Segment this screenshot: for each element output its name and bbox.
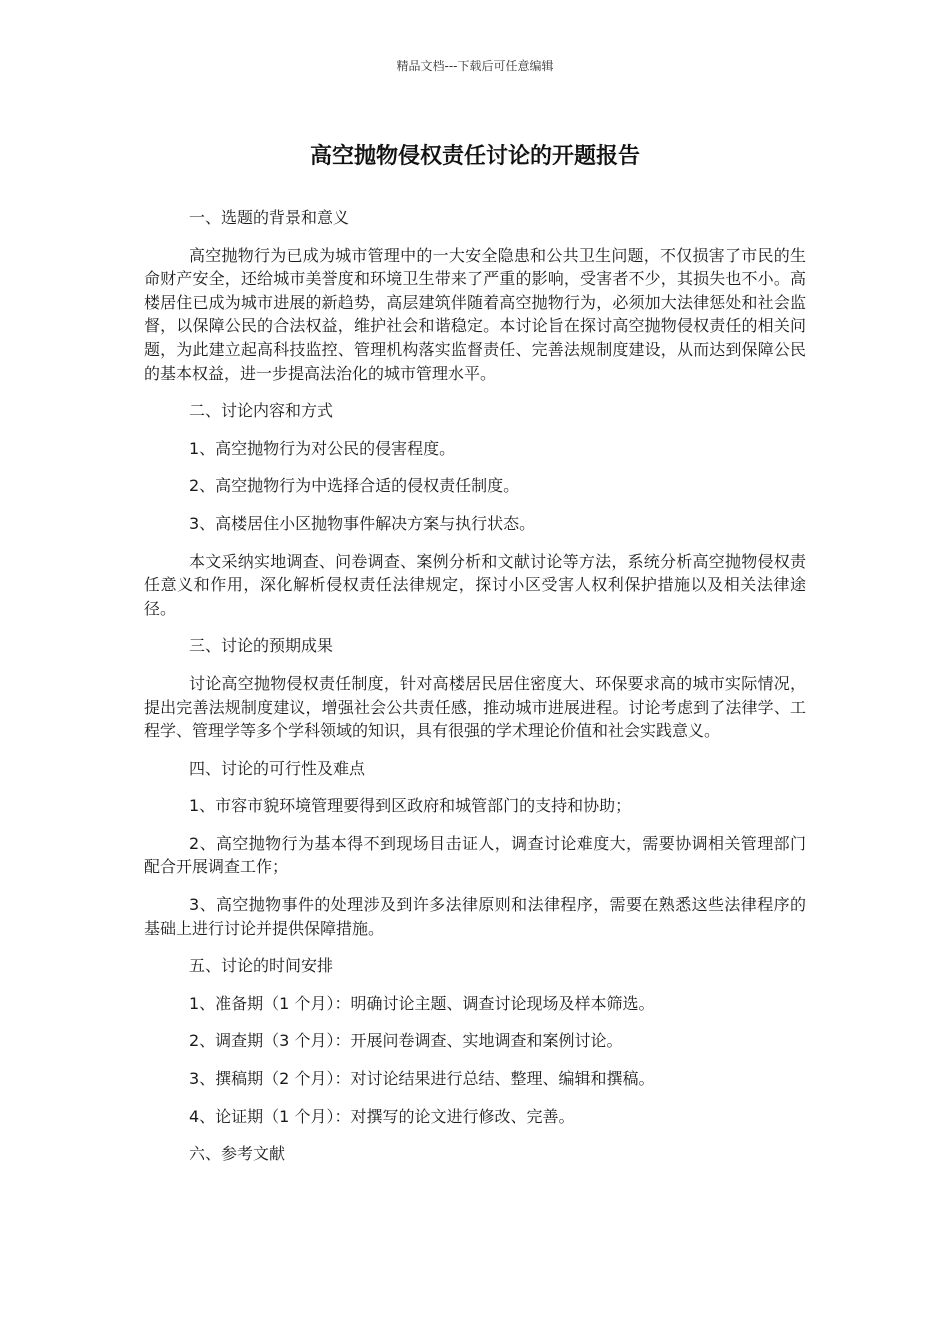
document-body [144, 206, 806, 1166]
paragraph-background: 高空抛物行为已成为城市管理中的一大安全隐患和公共卫生问题，不仅损害了市民的生命财产安全，还给城市美誉度和环境卫生带来了严重的影响，受害者不少，其损失也不小。高楼居住已成为城市进展的新趋势，高层建筑伴随着高空抛物行为，必须加大法律惩处和社会监督，以保障公民的合法权益，维护社会和谐稳定。本讨论旨在探讨高空抛物侵权责任的相关问题，为此建立起高科技监控、管理机构落实监督责任、完善法规制度建设，从而达到保障公民的基本权益，进一步提高法治化的城市管理水平。 [144, 245, 806, 383]
document-title: 高空抛物侵权责任讨论的开题报告 [309, 144, 640, 169]
section-heading-content: 二、讨论内容和方式 [189, 401, 334, 421]
paragraph-outcomes: 讨论高空抛物侵权责任制度，针对高楼居民居住密度大、环保要求高的城市实际情况，提出完善法规制度建议，增强社会公共责任感，推动城市进展进程。讨论考虑到了法律学、工程学、管理学等多个学科领域的知识，具有很强的学术理论价值和社会实践意义。 [144, 673, 806, 741]
section-heading-references: 六、参考文献 [189, 1144, 286, 1164]
header-note: 精品文档---下载后可任意编辑 [396, 59, 554, 73]
list-item-feasibility-3: 3、高空抛物事件的处理涉及到许多法律原则和法律程序，需要在熟悉这些法律程序的基础上进行讨论并提供保障措施。 [144, 895, 806, 938]
list-item-content-2: 2、高空抛物行为中选择合适的侵权责任制度。 [189, 476, 520, 496]
paragraph-methods: 本文采纳实地调查、问卷调查、案例分析和文献讨论等方法，系统分析高空抛物侵权责任意义和作用，深化解析侵权责任法律规定，探讨小区受害人权利保护措施以及相关法律途径。 [144, 551, 806, 618]
list-item-feasibility-2: 2、高空抛物行为基本得不到现场目击证人，调查讨论难度大，需要协调相关管理部门配合开展调查工作； [144, 833, 806, 877]
list-item-feasibility-1: 1、市容市貌环境管理要得到区政府和城管部门的支持和协助； [189, 796, 632, 816]
section-heading-feasibility: 四、讨论的可行性及难点 [189, 758, 366, 778]
list-item-schedule-3: 3、撰稿期（2 个月）：对讨论结果进行总结、整理、编辑和撰稿。 [189, 1069, 655, 1089]
list-item-schedule-2: 2、调查期（3 个月）：开展问卷调查、实地调查和案例讨论。 [189, 1031, 623, 1051]
section-heading-outcomes: 三、讨论的预期成果 [189, 636, 334, 656]
section-heading-background: 一、选题的背景和意义 [189, 208, 350, 227]
list-item-content-1: 1、高空抛物行为对公民的侵害程度。 [189, 438, 456, 458]
list-item-content-3: 3、高楼居住小区抛物事件解决方案与执行状态。 [189, 513, 536, 533]
list-item-schedule-1: 1、准备期（1 个月）：明确讨论主题、调查讨论现场及样本筛选。 [189, 993, 655, 1013]
list-item-schedule-4: 4、论证期（1 个月）：对撰写的论文进行修改、完善。 [189, 1106, 575, 1126]
section-heading-schedule: 五、讨论的时间安排 [189, 956, 334, 976]
